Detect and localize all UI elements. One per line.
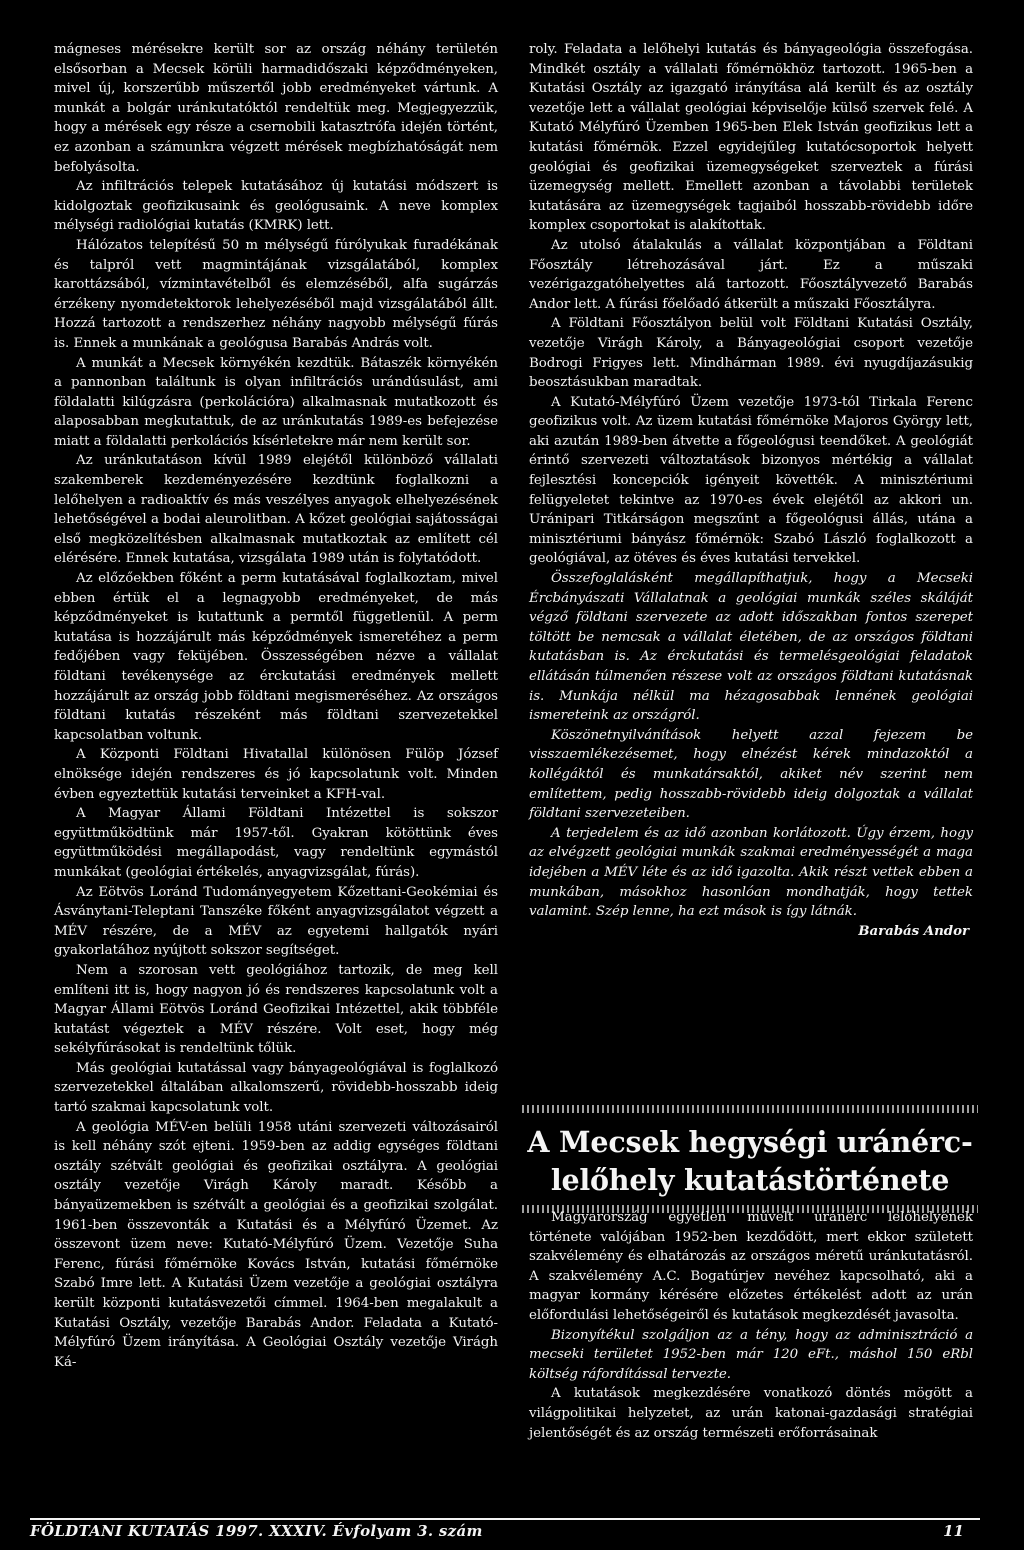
paragraph: mágneses mérésekre került sor az ország néhány területén elsősorban a Mecsek körüli harmadidőszaki képződményeken, mivel új, korszerűbb műszertől jobb eredményeket vártunk. A munkát a bolgár uránkutatóktól rendeltük meg. Megjegyezzük, hogy a mérések egy része a csernobili katasztrófa idején történt, ez azonban a számunkra végzett mérések megbízhatóságát nem befolyásolta. bbox=[54, 42, 498, 175]
paragraph: Más geológiai kutatással vagy bányageológiával is foglalkozó szervezetekkel általában alkalomszerű, rövidebb-hosszabb ideig tartó szakmai kapcsolatunk volt. bbox=[54, 1060, 498, 1116]
paragraph: Az Eötvös Loránd Tudományegyetem Kőzettani-Geokémiai és Ásványtani-Teleptani Tanszéke főként anyagvizsgálatot végzett a MÉV részére, de a MÉV az egyetemi hallgatók nyári gyakorlatához nyújtott sokszor segítséget. bbox=[54, 884, 498, 959]
paragraph: Bizonyítékul szolgáljon az a tény, hogy az adminisztráció a mecseki területet 1952-ben már 120 eFt., máshol 150 eRbl költség ráfordítással tervezte. bbox=[529, 1327, 973, 1382]
author-signature: Barabás Andor bbox=[858, 922, 969, 939]
footer-rule bbox=[30, 1518, 980, 1520]
left-column bbox=[54, 40, 498, 1372]
article-headline: A Mecsek hegységi uránérc-lelőhely kutatástörténete bbox=[527, 1125, 973, 1197]
paragraph: A munkát a Mecsek környékén kezdtük. Bátaszék környékén a pannonban találtunk is olyan infiltrációs urándúsulást, ami földalatti kilúgzásra (perkolációra) alkalmasnak mutatkozott és alaposabban megkutattuk, de az uránkutatás 1989-es befejezése miatt a földalatti perkolációs kísérletekre már nem került sor. bbox=[54, 355, 498, 449]
right-column bbox=[529, 40, 973, 941]
page-number: 11 bbox=[943, 1522, 964, 1540]
paragraph: A kutatások megkezdésére vonatkozó döntés mögött a világpolitikai helyzetet, az urán katonai-gazdasági stratégiai jelentőségét és az ország természeti erőforrásainak bbox=[529, 1386, 973, 1441]
paragraph: A Földtani Főosztályon belül volt Földtani Kutatási Osztály, vezetője Virágh Károly, a Bányageológiai csoport vezetője Bodrogi Frigyes lett. Mindhárman 1989. évi nyugdíjazásukig beosztásukban maradtak. bbox=[529, 316, 973, 391]
article-body bbox=[529, 1208, 973, 1443]
paragraph: Hálózatos telepítésű 50 m mélységű fúrólyukak furadékának és talpról vett magmintájának vizsgálatából, komplex karottázsából, vízmintavételből és elemzéséből, alfa sugárzás érzékeny nyomdetektorok lehelyezéséből majd vizsgálatából állt. Hozzá tartozott a rendszerhez néhány nagyobb mélységű fúrás is. Ennek a munkának a geológusa Barabás András volt. bbox=[54, 237, 498, 351]
footer-journal-title: FÖLDTANI KUTATÁS 1997. XXXIV. Évfolyam 3. szám bbox=[30, 1522, 483, 1540]
paragraph: Az uránkutatáson kívül 1989 elejétől különböző vállalati szakemberek kezdeményezésére kezdtünk foglalkozni a lelőhelyen a radioaktív és más veszélyes anyagok elhelyezésének lehetőségével a bodai aleurolitban. A kőzet geológiai sajátosságai első megközelítésben alkalmasnak mutatkoztak az említett cél elérésére. Ennek kutatása, vizsgálata 1989 után is folytatódott. bbox=[54, 453, 498, 567]
dotted-rule-top bbox=[522, 1105, 978, 1113]
paragraph: A Magyar Állami Földtani Intézettel is sokszor együttműködtünk már 1957-től. Gyakran kötöttünk éves együttműködési megállapodást, vagy rendeltünk egymástól munkákat (geológiai értékelés, anyagvizsgálat, fúrás). bbox=[54, 806, 498, 880]
paragraph: A Kutató-Mélyfúró Üzem vezetője 1973-tól Tirkala Ferenc geofizikus volt. Az üzem kutatási főmérnöke Majoros György lett, aki azután 1989-ben átvette a főgeológusi teendőket. A geológiát érintő szervezeti változtatások bizonyos mértékig a vállalat fejlesztési koncepciók igényeit követték. A minisztériumi felügyeletet tekintve az 1970-es évek elejétől az akkori un. Uránipari Titkárságon megszűnt a főgeológusi állás, utána a minisztériumi bányász főmérnök: Szabó László foglalkozott a geológiával, az ötéves és éves kutatási tervekkel. bbox=[529, 394, 973, 567]
paragraph: A terjedelem és az idő azonban korlátozott. Úgy érzem, hogy az elvégzett geológiai munkák szakmai eredményességét a maga idejében a MÉV léte és az idő igazolta. Akik részt vettek ebben a munkában, másokhoz hasonlóan mondhatják, hogy tettek valamint. Szép lenne, ha ezt mások is így látnák. bbox=[529, 825, 973, 920]
article-headline-block bbox=[522, 1105, 978, 1213]
paragraph: A geológia MÉV-en belüli 1958 utáni szervezeti változásairól is kell néhány szót ejteni. 1959-ben az addig egységes földtani osztály szétvált geológiai és geofizikai osztályra. A geológiai osztály vezetője Virágh Károly maradt. Később a bányaüzemekben is szétvált a geológiai és a geofizikai szolgálat. 1961-ben összevonták a Kutatási és a Mélyfúró Üzemet. Az összevont üzem neve: Kutató-Mélyfúró Üzem. Vezetője Suha Ferenc, fúrási főmérnöke Kovács István, kutatási főmérnöke Szabó Imre lett. A Kutatási Üzem vezetője a geológiai osztályra került központi kutatásvezetői címmel. 1964-ben megalakult a Kutatási Osztály, vezetője Barabás Andor. Feladata a Kutató-Mélyfúró Üzem irányítása. A Geológiai Osztály vezetője Virágh Ká- bbox=[54, 1119, 498, 1370]
paragraph: Összefoglalásként megállapíthatjuk, hogy a Mecseki Ércbányászati Vállalatnak a geológiai munkák széles skáláját végző földtani szervezete az adott időszakban fontos szerepet töltött be nemcsak a vállalat életében, de az országos földtani kutatásban is. Az érckutatási és termelésgeológiai feladatok ellátásán túlmenően részese volt az országos földtani kutatásnak is. Munkája nélkül ma hézagosabbak lennének geológiai ismereteink az országról. bbox=[529, 571, 973, 724]
paragraph: roly. Feladata a lelőhelyi kutatás és bányageológia összefogása. Mindkét osztály a vállalati főmérnökhöz tartozott. 1965-ben a Kutatási Osztály az igazgató irányítása alá került és az osztály vezetője lett a vállalat geológiai képviselője külső szervek felé. A Kutató Mélyfúró Üzemben 1965-ben Elek István geofizikus lett a kutatási főmérnök. Ezzel egyidejűleg kutatócsoportok helyett geológiai és geofizikai üzemegységeket szerveztek a fúrási üzemegység mellett. Emellett azonban a távolabbi területek kutatására az üzemegységek tagjaiból hosszabb-rövidebb időre komplex csoportokat is alakítottak. bbox=[529, 42, 973, 234]
paragraph: Magyarország egyetlen művelt uránérc lelőhelyének története valójában 1952-ben kezdődött, mert ekkor született szakvélemény és elhatározás az országos méretű uránkutatásról. A szakvélemény A.C. Bogatúrjev nevéhez kapcsolható, aki a magyar kormány kérésére előzetes értékelést adott az urán előfordulási lehetőségeiről és kutatások megkezdését javasolta. bbox=[529, 1210, 973, 1323]
paragraph: Nem a szorosan vett geológiához tartozik, de meg kell említeni itt is, hogy nagyon jó és rendszeres kapcsolatunk volt a Magyar Állami Eötvös Loránd Geofizikai Intézettel, akik többféle kutatást végeztek a MÉV részére. Volt eset, hogy még sekélyfúrásokat is rendeltünk tőlük. bbox=[54, 962, 498, 1057]
paragraph: Köszönetnyilvánítások helyett azzal fejezem be visszaemlékezésemet, hogy elnézést kérek mindazoktól a kollégáktól és munkatársaktól, akiket név szerint nem említettem, pedig hosszabb-rövidebb ideig dolgoztak a vállalat földtani szervezeteiben. bbox=[529, 727, 973, 822]
paragraph: Az utolsó átalakulás a vállalat központjában a Földtani Főosztály létrehozásával járt. Ez a műszaki vezérigazgatóhelyettes alá tartozott. Főosztályvezető Barabás Andor lett. A fúrási főelőadó átkerült a műszaki Főosztályra. bbox=[529, 237, 973, 312]
paragraph: Az előzőekben főként a perm kutatásával foglalkoztam, mivel ebben értük el a legnagyobb eredményeket, de más képződményeket is kutattunk a permtől függetlenül. A perm kutatása is hozzájárult más képződmények ismeretéhez a perm fedőjében vagy feküjében. Összességében nézve a vállalat földtani tevékenysége az érckutatási eredmények mellett hozzájárult az ország jobb földtani megismeréséhez. Az országos földtani kutatás részeként más földtani szervezetekkel kapcsolatban voltunk. bbox=[54, 571, 498, 743]
right-column-body bbox=[529, 40, 973, 922]
paragraph: Az infiltrációs telepek kutatásához új kutatási módszert is kidolgoztak geofizikusaink és geológusaink. A neve komplex mélységi radiológiai kutatás (KMRK) lett. bbox=[54, 179, 498, 234]
paragraph: A Központi Földtani Hivatallal különösen Fülöp József elnöksége idején rendszeres és jó kapcsolatunk volt. Minden évben egyeztettük kutatási terveinket a KFH-val. bbox=[54, 747, 498, 802]
